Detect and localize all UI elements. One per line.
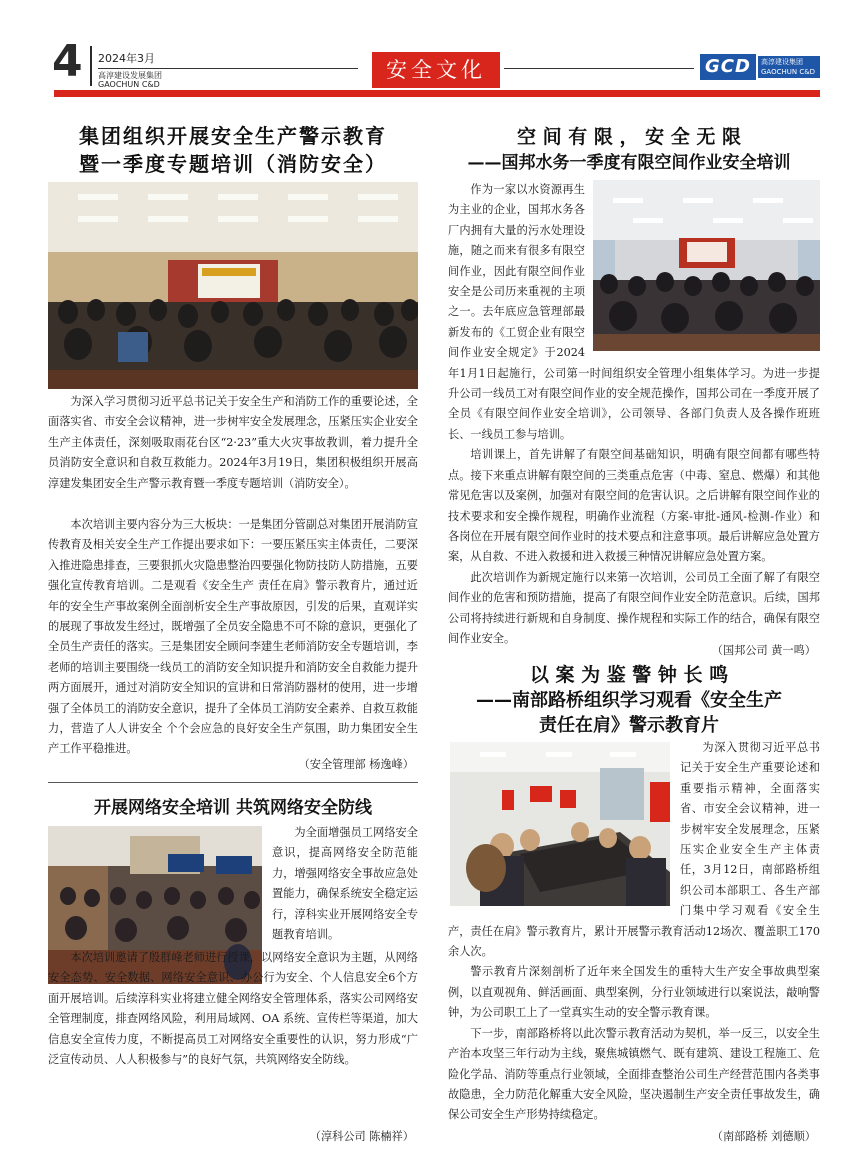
article1-title-line1: 集团组织开展安全生产警示教育 <box>79 124 387 148</box>
article4-photo-spacer <box>448 738 680 904</box>
article4-title <box>436 663 822 738</box>
article4-signature: （南部路桥 刘德顺） <box>711 1130 816 1143</box>
page-header <box>0 0 850 100</box>
header-vertical-rule <box>90 46 92 86</box>
article1-signature: （安全管理部 杨逸峰） <box>298 758 414 771</box>
logo-text-en: GAOCHUN C&D <box>761 68 816 76</box>
logo-text <box>758 56 820 78</box>
header-red-bar <box>54 90 820 97</box>
article3-title-line1: 空 间 有 限 ， 安 全 无 限 <box>517 126 741 148</box>
gcd-logo <box>700 54 820 80</box>
left-column-divider <box>48 782 418 783</box>
header-org-en: GAOCHUN C&D <box>98 80 160 89</box>
article4-paragraph-1: 为深入贯彻习近平总书记关于安全生产重要论述和重要指示精神，全面落实省、市安全会议精神，进一步树牢安全发展理念，压紧压实企业安全生产主体责任，3月12日，南部路桥组织公司本部职工、各生产部门集中学习观看《安全生产，责任在肩》警示教育片，累计开展警示教育活动12场次、覆盖职工170余人次。 <box>448 741 820 959</box>
logo-text-cn: 高淳建设集团 <box>761 58 803 66</box>
meeting-hall-photo <box>48 182 418 389</box>
article1-title <box>46 122 420 178</box>
article3-paragraph-3: 此次培训作为新规定施行以来第一次培训，公司员工全面了解了有限空间作业的危害和预防措施，提高了有限空间作业安全防范意识。后续，国邦公司将持续进行新规和自身制度、操作规程和实际工作的结合，确保有限空间作业安全。 <box>448 570 820 645</box>
article4-paragraph-3: 下一步，南部路桥将以此次警示教育活动为契机，举一反三，以安全生产治本攻坚三年行动为主线，聚焦城镇燃气、既有建筑、建设工程施工、危险化学品、消防等重点行业领域，全面排查整治公司生产经营范围内各类事故隐患，全力防范化解重大安全风险，坚决遏制生产安全责任事故发生，确保公司安全生产形势持续稳定。 <box>448 1026 820 1122</box>
article3-paragraph-2: 培训课上，首先讲解了有限空间基础知识，明确有限空间都有哪些特点。接下来重点讲解有限空间的三类重点危害（中毒、窒息、燃爆）和其他常见危害以及案例，加强对有限空间的危害认识。之后讲解有限空间作业的技术要求和安全操作规程，明确作业流程（方案-审批-通风-检测-作业）和各岗位在开展有限空间作业时的技术要点和注意事项。最后讲解应急处置方案，从自救、不进入救援和进入救援三种情况讲解应急处置方案。 <box>448 448 820 564</box>
article2-title: 开展网络安全培训 共筑网络安全防线 <box>94 798 372 818</box>
article4-title-line3: 责任在肩》警示教育片 <box>539 715 719 736</box>
article1-paragraph-2: 本次培训主要内容分为三大板块：一是集团分管副总对集团开展消防宣传教育及相关安全生产工作提出要求如下：一要压紧压实主体责任，二要深入推进隐患排查，三要狠抓火灾隐患整治四要强化物防技防人防措施，五要强化宣传教育培训。二是观看《安全生产 责任在肩》警示教育片，通过近年的安全生产事故案例全面剖析安全生产事故原因，引发的后果，直观详实的展现了事故发生经过，既增强了全员安全隐患不可不除的意识，更强化了全员生产责任的落实。三是集团安全顾问李建生老师消防安全专题培训，李老师的培训主要围绕一线员工的消防安全知识提升和消防安全自救能力提升两方面展开，通过对消防安全知识的宣讲和日常消防器材的使用，进一步增强了全体员工的消防安全意识，提升了全体员工消防安全素养、自救互救能力，营造了人人讲安全 个个会应急的良好安全生产氛围，助力集团安全生产工作平稳推进。 <box>48 518 418 756</box>
page-number: 4 <box>52 36 83 87</box>
article3-body <box>448 180 820 649</box>
article3-photo-spacer <box>585 180 820 352</box>
article1-title-line2: 暨一季度专题培训（消防安全） <box>79 152 387 176</box>
article2-paragraph-2: 本次培训邀请了殷群峰老师进行授课，以网络安全意识为主题，从网络安全态势、安全数据、网络安全意识、办公行为安全、个人信息安全6个方面开展培训。后续淳科实业将建立健全网络安全管理体系，落实公司网络安全管理制度，排查网络风险，利用局域网、OA 系统、宣传栏等渠道，加大信息安全宣传力度，不断提高员工对网络安全重要性的认识，努力形成“广泛宣传动员、人人积极参与”的良好气氛，共筑网络安全防线。 <box>48 951 418 1067</box>
article1-photo <box>48 182 418 389</box>
header-rule-right <box>504 68 694 69</box>
article4-body <box>448 738 820 1126</box>
article3-paragraph-1: 作为一家以水资源再生为主业的企业，国邦水务各厂内拥有大量的污水处理设施，随之而来有很多有限空间作业，因此有限空间作业安全是公司历来重视的主项之一。去年底应急管理部最新发布的《工贸企业有限空间作业安全规定》于2024年1月1日起施行，公司第一时间组织安全管理小组集体学习。为进一步提升公司一线员工对有限空间作业的安全规范操作，国邦公司在一季度开展了全员《有限空间作业安全培训》，公司领导、各部门负责人及各操作班班长、一线员工参与培训。 <box>448 183 820 441</box>
article3-signature: （国邦公司 黄一鸣） <box>711 644 816 657</box>
article4-paragraph-2: 警示教育片深刻剖析了近年来全国发生的重特大生产安全事故典型案例，以直观视角、鲜活画面、典型案例，分行业领域进行以案说法，敲响警钟，为公司职工上了一堂真实生动的安全警示教育课。 <box>448 965 820 1020</box>
article4-title-line1: 以 案 为 鉴 警 钟 长 鸣 <box>529 664 729 686</box>
article2-signature: （淳科公司 陈楠祥） <box>309 1130 414 1143</box>
header-org-cn: 高淳建设发展集团 <box>98 71 162 80</box>
logo-mark: GCD <box>700 54 756 80</box>
article3-title <box>436 124 822 176</box>
issue-date: 2024年3月 <box>98 52 155 65</box>
header-rule-left <box>98 68 358 69</box>
article4-title-line2: ——南部路桥组织学习观看《安全生产 <box>476 690 782 711</box>
section-title: 安全文化 <box>372 52 500 88</box>
header-org <box>98 71 162 89</box>
article2-paragraph-1: 为全面增强员工网络安全意识，提高网络安全防范能力，增强网络安全事故应急处置能力，确保系统安全稳定运行，淳科实业开展网络安全专题教育培训。 <box>272 826 418 942</box>
article1-paragraph-1: 为深入学习贯彻习近平总书记关于安全生产和消防工作的重要论述，全面落实省、市安全会议精神，进一步树牢安全发展理念，压紧压实企业安全生产主体责任，深刻吸取雨花台区“2·23”重大火灾事故教训，着力提升全员消防安全意识和自救互救能力。2024年3月19日，集团积极组织开展高淳建发集团安全生产警示教育暨一季度专题培训（消防安全）。 <box>48 395 418 490</box>
article3-title-line2: ——国邦水务一季度有限空间作业安全培训 <box>467 153 791 173</box>
